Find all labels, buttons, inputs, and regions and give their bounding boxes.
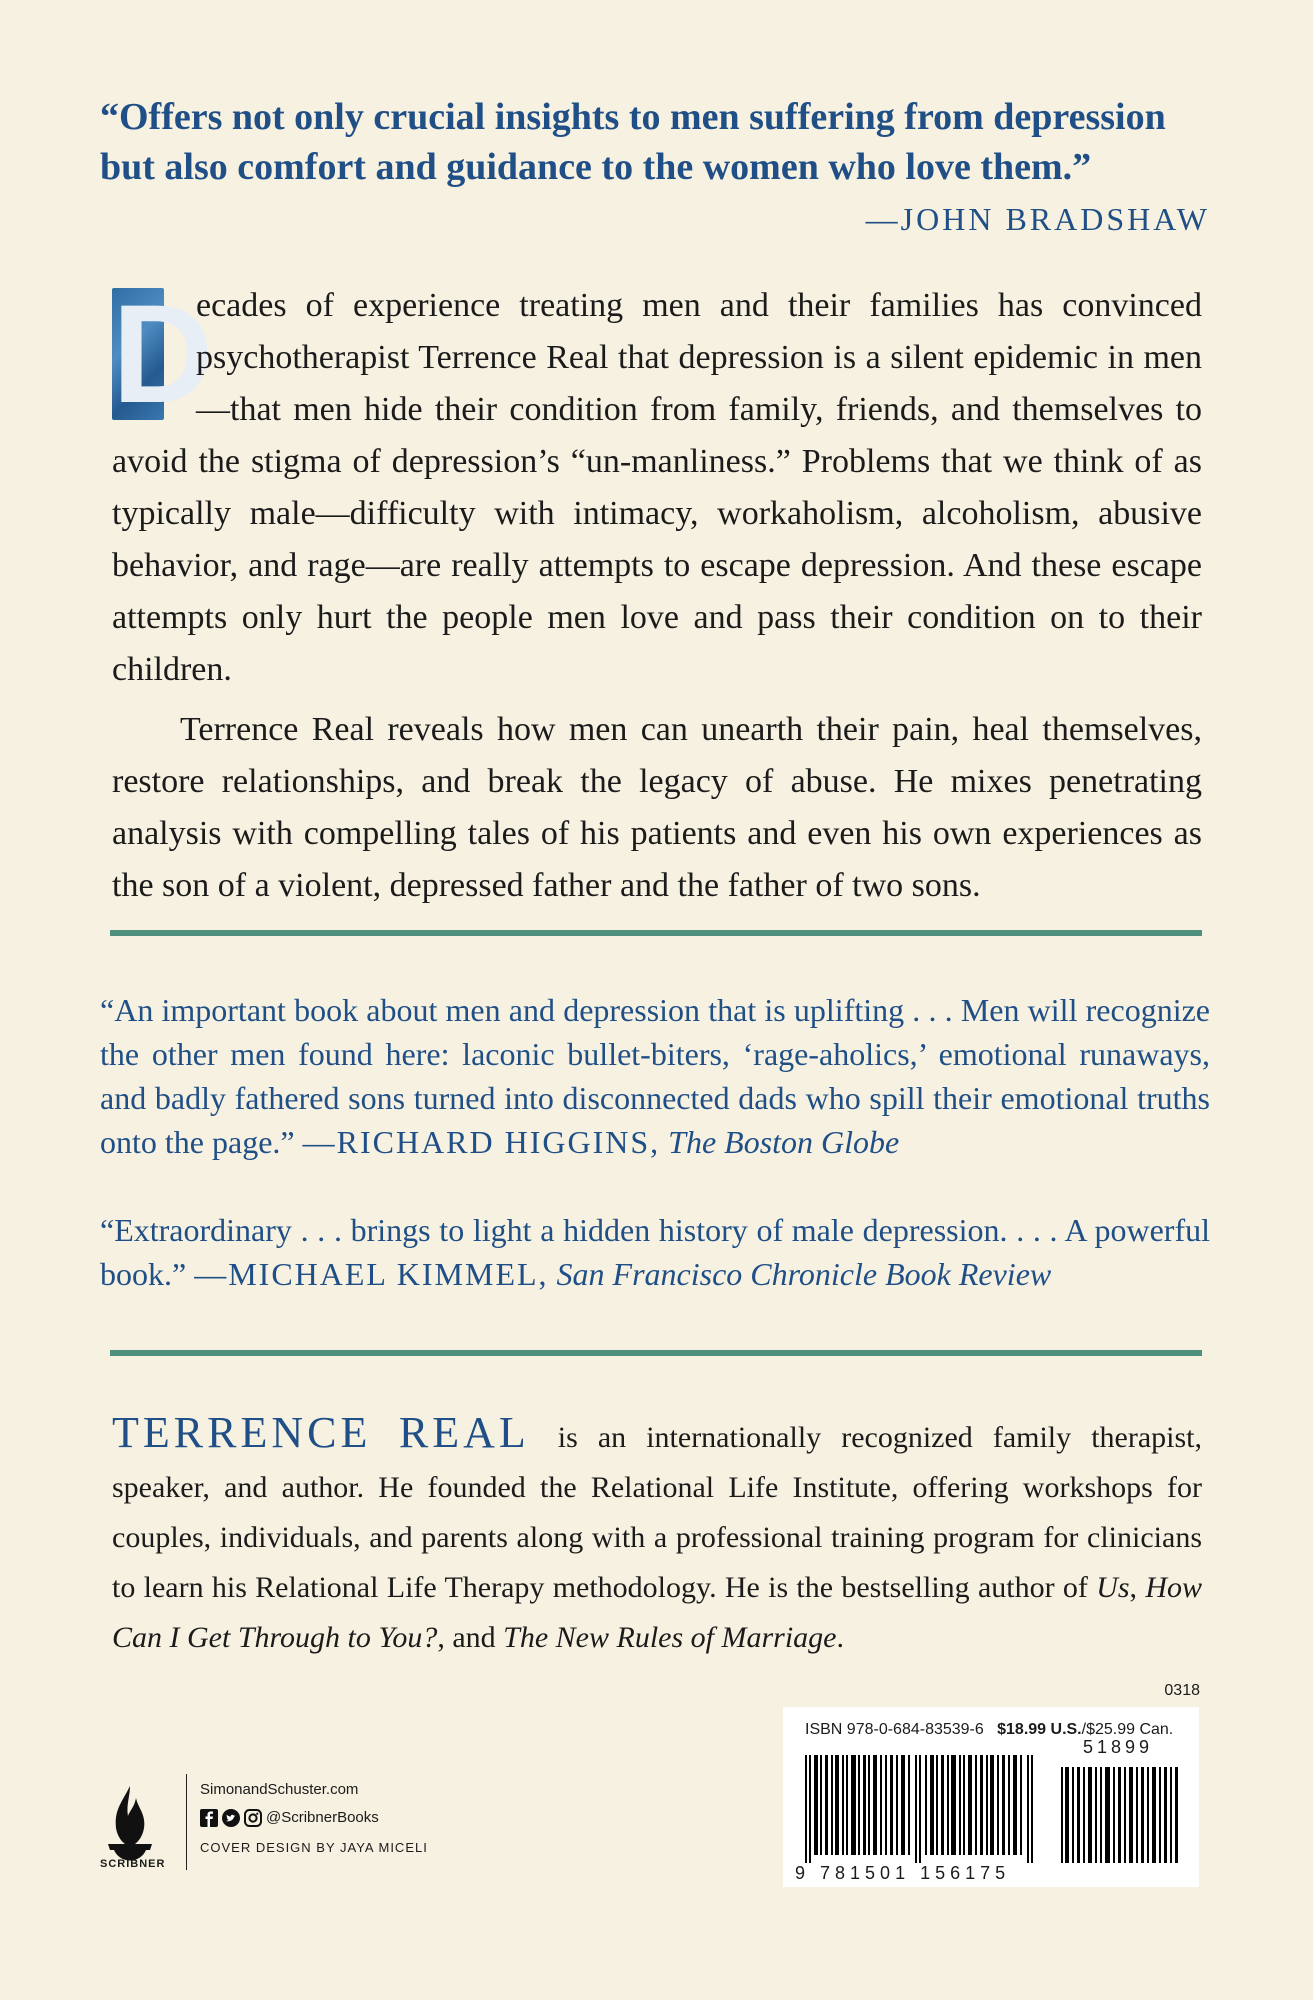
book-description xyxy=(112,275,1202,912)
author-name: TERRENCE REAL xyxy=(112,1408,530,1457)
description-paragraph-2: Terrence Real reveals how men can unearth their pain, heal themselves, restore relationships, and break the legacy of abuse. He mixes penetrating analysis with compelling tales of his patients and even his own experiences as the son of a violent, depressed father and the father of two sons. xyxy=(112,711,1202,904)
bio-separator-2: , and xyxy=(437,1621,496,1654)
review-quote-2 xyxy=(100,1208,1210,1296)
author-bio-text: is an internationally recognized family therapist, speaker, and author. He founded the Relational Life Institute, offering workshops for couples, individuals, and parents along with a professional training program for clinicians to learn his Relational Life Therapy methodology. He is the bestselling author of xyxy=(112,1421,1202,1604)
cover-design-credit: COVER DESIGN BY JAYA MICELI xyxy=(200,1840,428,1855)
top-quote-attribution: —JOHN BRADSHAW xyxy=(865,201,1210,237)
social-handle[interactable]: @ScribnerBooks xyxy=(266,1809,379,1826)
top-quote-text: “Offers not only crucial insights to men suffering from depression but also comfort and guidance to the women who love them.” xyxy=(100,96,1166,188)
publisher-block xyxy=(100,1770,500,1880)
social-links xyxy=(200,1804,379,1832)
description-paragraph-1-text: ecades of experience treating men and their families has convinced psychotherapist Terrence Real that depression is a silent epidemic in men—that men hide their condition from family, friends, and themselves to avoid the stigma of depression’s “un-manliness.” Problems that we think of as typically male—difficulty with intimacy, workaholism, alcoholism, abusive behavior, and rage—are really attempts to escape depression. And these escape attempts only hurt the people men love and pass their condition on to their children. xyxy=(112,287,1202,688)
divider-rule-2 xyxy=(110,1350,1202,1356)
review-quote-1 xyxy=(100,988,1210,1164)
imprint-label: SCRIBNER xyxy=(100,1858,166,1870)
publisher-info xyxy=(200,1776,379,1832)
price-can: /$25.99 Can. xyxy=(1081,1721,1174,1738)
publisher-website[interactable]: SimonandSchuster.com xyxy=(200,1781,359,1798)
divider-rule-1 xyxy=(110,930,1202,936)
barcode-main-bars xyxy=(805,1755,1035,1863)
review-1-author: —RICHARD HIGGINS, xyxy=(302,1124,661,1160)
barcode-addon-bars xyxy=(1061,1755,1179,1863)
book-title-new-rules: The New Rules of Marriage xyxy=(503,1621,837,1654)
bio-end: . xyxy=(836,1621,844,1654)
book-title-us: Us xyxy=(1096,1571,1130,1604)
isbn-number: ISBN 978-0-684-83539-6 xyxy=(805,1721,984,1738)
barcode-main-digits: 9 781501 156175 xyxy=(795,1863,1011,1883)
addon-digits: 51899 xyxy=(1083,1737,1154,1757)
top-quote xyxy=(100,92,1210,244)
drop-cap: D xyxy=(112,275,214,432)
author-bio xyxy=(112,1408,1202,1663)
review-1-text: “An important book about men and depression that is uplifting . . . Men will recognize the other men found here: laconic bullet-biters, ‘rage-aholics,’ emotional runaways, and badly fathered sons turned into disconnected dads who spill their emotional truths onto the page.” xyxy=(100,992,1210,1160)
print-code: 0318 xyxy=(1164,1682,1200,1699)
barcode-box xyxy=(783,1707,1199,1887)
description-paragraph-1 xyxy=(112,275,1202,696)
review-2-source: San Francisco Chronicle Book Review xyxy=(556,1256,1052,1292)
instagram-icon[interactable] xyxy=(244,1809,262,1827)
review-2-author: —MICHAEL KIMMEL, xyxy=(194,1256,549,1292)
book-title-how-can-i: How Can I Get Through to You? xyxy=(112,1571,1203,1654)
review-2-text: “Extraordinary . . . brings to light a hidden history of male depression. . . . A powerful book.” xyxy=(100,1212,1210,1292)
price-us: $18.99 U.S. xyxy=(997,1721,1082,1738)
bio-separator-1: , xyxy=(1129,1571,1138,1604)
twitter-icon[interactable] xyxy=(222,1809,240,1827)
review-1-source: The Boston Globe xyxy=(668,1124,900,1160)
facebook-icon[interactable] xyxy=(200,1809,218,1827)
publisher-divider xyxy=(186,1774,187,1870)
